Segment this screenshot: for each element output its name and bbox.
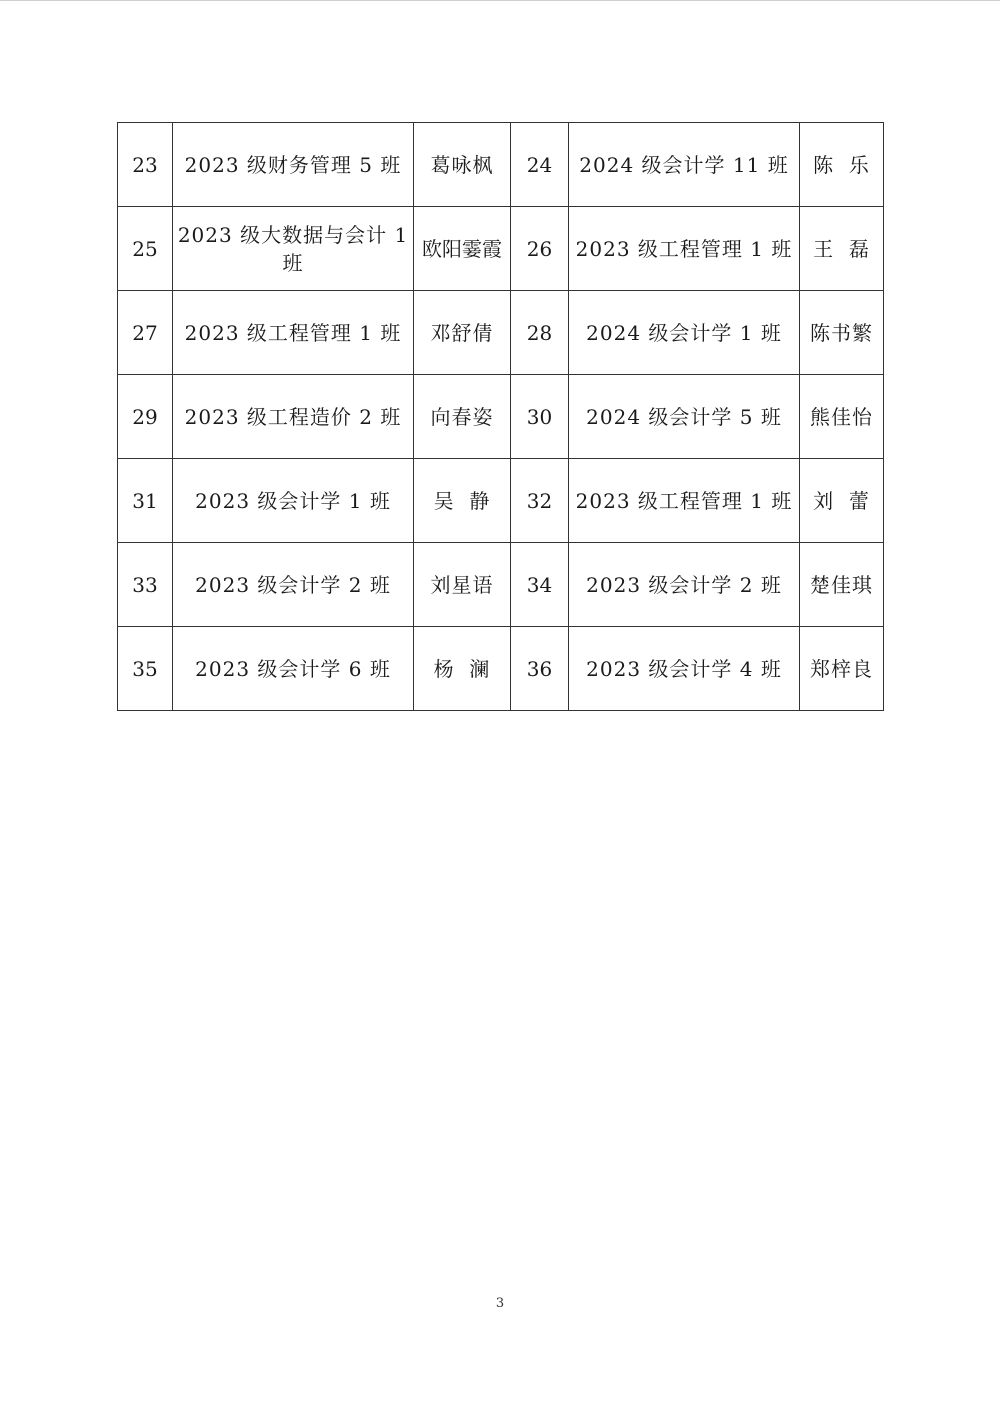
entry-name: 陈书繁: [800, 291, 884, 375]
entry-class: 2023 级会计学 6 班: [173, 627, 414, 711]
entry-class: 2023 级工程管理 1 班: [173, 291, 414, 375]
entry-name: 欧阳霎霞: [414, 207, 511, 291]
page-top-border: [0, 0, 1000, 1]
entry-number: 35: [118, 627, 173, 711]
entry-name: 吴 静: [414, 459, 511, 543]
entry-number: 27: [118, 291, 173, 375]
entry-number: 32: [511, 459, 569, 543]
entry-class: 2024 级会计学 5 班: [569, 375, 800, 459]
entry-number: 28: [511, 291, 569, 375]
entry-name: 陈 乐: [800, 123, 884, 207]
entry-number: 36: [511, 627, 569, 711]
table-row: [118, 375, 884, 459]
entry-name: 杨 澜: [414, 627, 511, 711]
entry-class: 2023 级大数据与会计 1 班: [173, 207, 414, 291]
entry-class: 2023 级会计学 4 班: [569, 627, 800, 711]
entry-class: 2023 级工程造价 2 班: [173, 375, 414, 459]
table-row: [118, 207, 884, 291]
entry-class: 2023 级工程管理 1 班: [569, 459, 800, 543]
table-row: [118, 459, 884, 543]
entry-number: 29: [118, 375, 173, 459]
entry-name: 邓舒倩: [414, 291, 511, 375]
entry-class: 2023 级会计学 1 班: [173, 459, 414, 543]
entry-name: 刘星语: [414, 543, 511, 627]
entry-class: 2024 级会计学 11 班: [569, 123, 800, 207]
entry-name: 刘 蕾: [800, 459, 884, 543]
entry-name: 王 磊: [800, 207, 884, 291]
table-row: [118, 627, 884, 711]
student-roster-table: [117, 122, 884, 711]
entry-number: 25: [118, 207, 173, 291]
entry-name: 向春姿: [414, 375, 511, 459]
entry-number: 30: [511, 375, 569, 459]
entry-name: 葛咏枫: [414, 123, 511, 207]
entry-number: 26: [511, 207, 569, 291]
table-row: [118, 291, 884, 375]
table-row: [118, 543, 884, 627]
entry-class: 2024 级会计学 1 班: [569, 291, 800, 375]
entry-class: 2023 级会计学 2 班: [569, 543, 800, 627]
entry-number: 23: [118, 123, 173, 207]
entry-class: 2023 级会计学 2 班: [173, 543, 414, 627]
entry-number: 31: [118, 459, 173, 543]
entry-name: 楚佳琪: [800, 543, 884, 627]
entry-class: 2023 级工程管理 1 班: [569, 207, 800, 291]
entry-name: 熊佳怡: [800, 375, 884, 459]
table-row: [118, 123, 884, 207]
page-number: 3: [495, 1296, 505, 1311]
entry-number: 24: [511, 123, 569, 207]
entry-number: 33: [118, 543, 173, 627]
entry-name: 郑梓良: [800, 627, 884, 711]
entry-class: 2023 级财务管理 5 班: [173, 123, 414, 207]
entry-number: 34: [511, 543, 569, 627]
